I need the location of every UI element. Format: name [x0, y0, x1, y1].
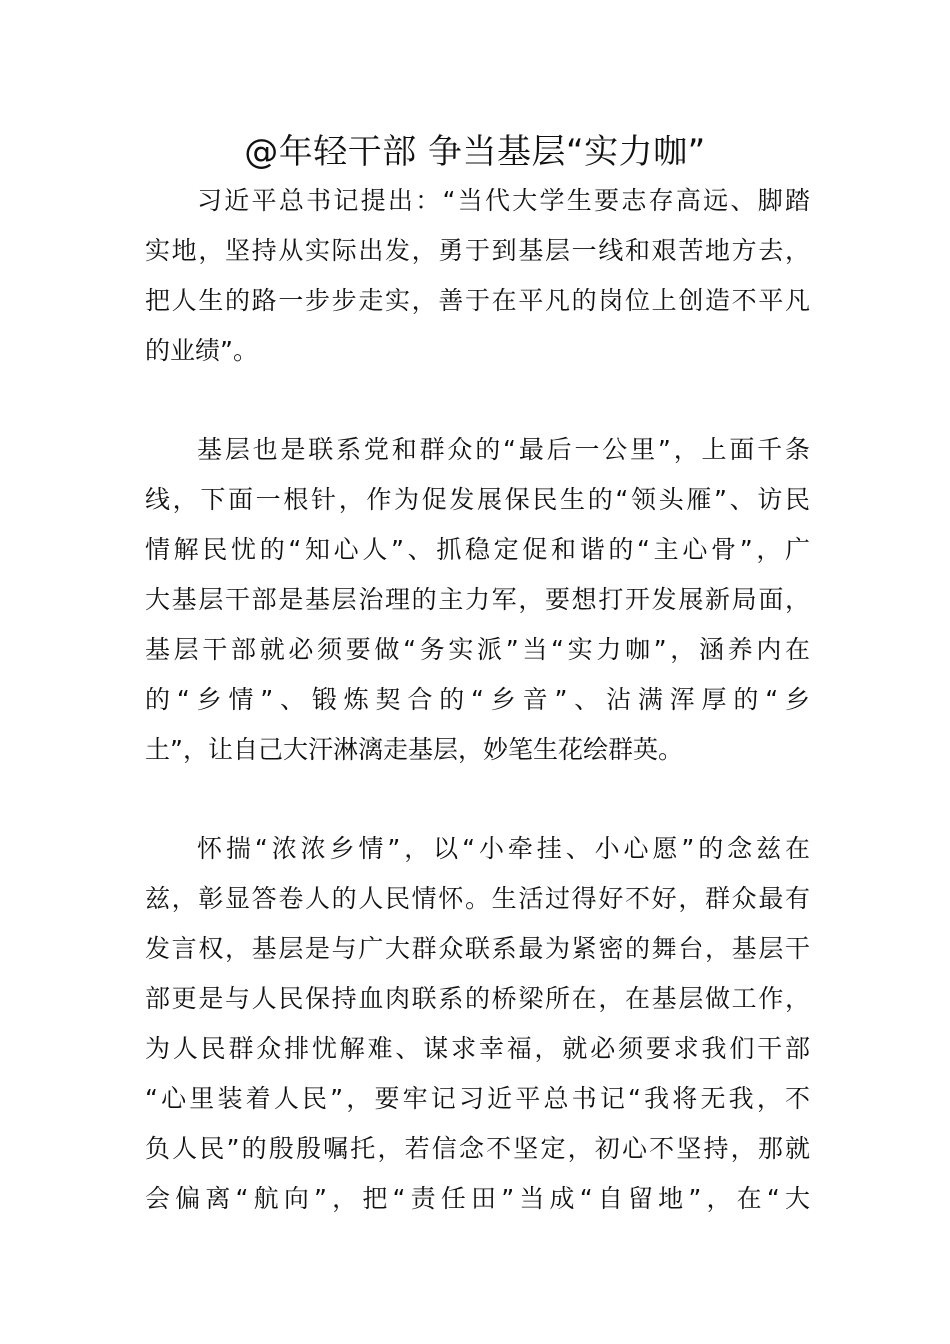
paragraph-line: 情解民忧的“知心人”、抓稳定促和谐的“主心骨”，广	[145, 535, 810, 564]
paragraph-line: 习近平总书记提出：“当代大学生要志存高远、脚踏	[197, 186, 810, 215]
paragraph-line: 基层干部就必须要做“务实派”当“实力咖”，涵养内在	[145, 635, 810, 664]
paragraph-2	[145, 425, 810, 775]
paragraph-line: 大基层干部是基层治理的主力军，要想打开发展新局面，	[145, 585, 810, 614]
paragraph-line: 会偏离“航向”，把“责任田”当成“自留地”，在“大	[145, 1184, 810, 1213]
paragraph-line: 负人民”的殷殷嘱托，若信念不坚定，初心不坚持，那就	[145, 1134, 810, 1163]
paragraph-line: 部更是与人民保持血肉联系的桥梁所在，在基层做工作，	[145, 984, 810, 1013]
paragraph-3	[145, 824, 810, 1224]
paragraph-line: 把人生的路一步步走实，善于在平凡的岗位上创造不平凡	[145, 286, 810, 315]
paragraph-line: 兹，彰显答卷人的人民情怀。生活过得好不好，群众最有	[145, 884, 810, 913]
document-title: @年轻干部 争当基层“实力咖”	[244, 132, 706, 172]
paragraph-line: 的业绩”。	[145, 336, 258, 365]
paragraph-line: 线，下面一根针，作为促发展保民生的“领头雁”、访民	[145, 485, 810, 514]
paragraph-line: 土”，让自己大汗淋漓走基层，妙笔生花绘群英。	[145, 735, 683, 764]
paragraph-line: 基层也是联系党和群众的“最后一公里”，上面千条	[197, 435, 810, 464]
paragraph-line: 发言权，基层是与广大群众联系最为紧密的舞台，基层干	[145, 934, 810, 963]
paragraph-1	[145, 176, 810, 376]
paragraph-line: 为人民群众排忧解难、谋求幸福，就必须要求我们干部	[145, 1034, 810, 1063]
paragraph-line: 的“乡情”、锻炼契合的“乡音”、沾满浑厚的“乡	[145, 685, 810, 714]
paragraph-line: 实地，坚持从实际出发，勇于到基层一线和艰苦地方去，	[145, 236, 810, 265]
paragraph-line: 怀揣“浓浓乡情”，以“小牵挂、小心愿”的念兹在	[197, 834, 810, 863]
paragraph-line: “心里装着人民”，要牢记习近平总书记“我将无我，不	[145, 1084, 810, 1113]
